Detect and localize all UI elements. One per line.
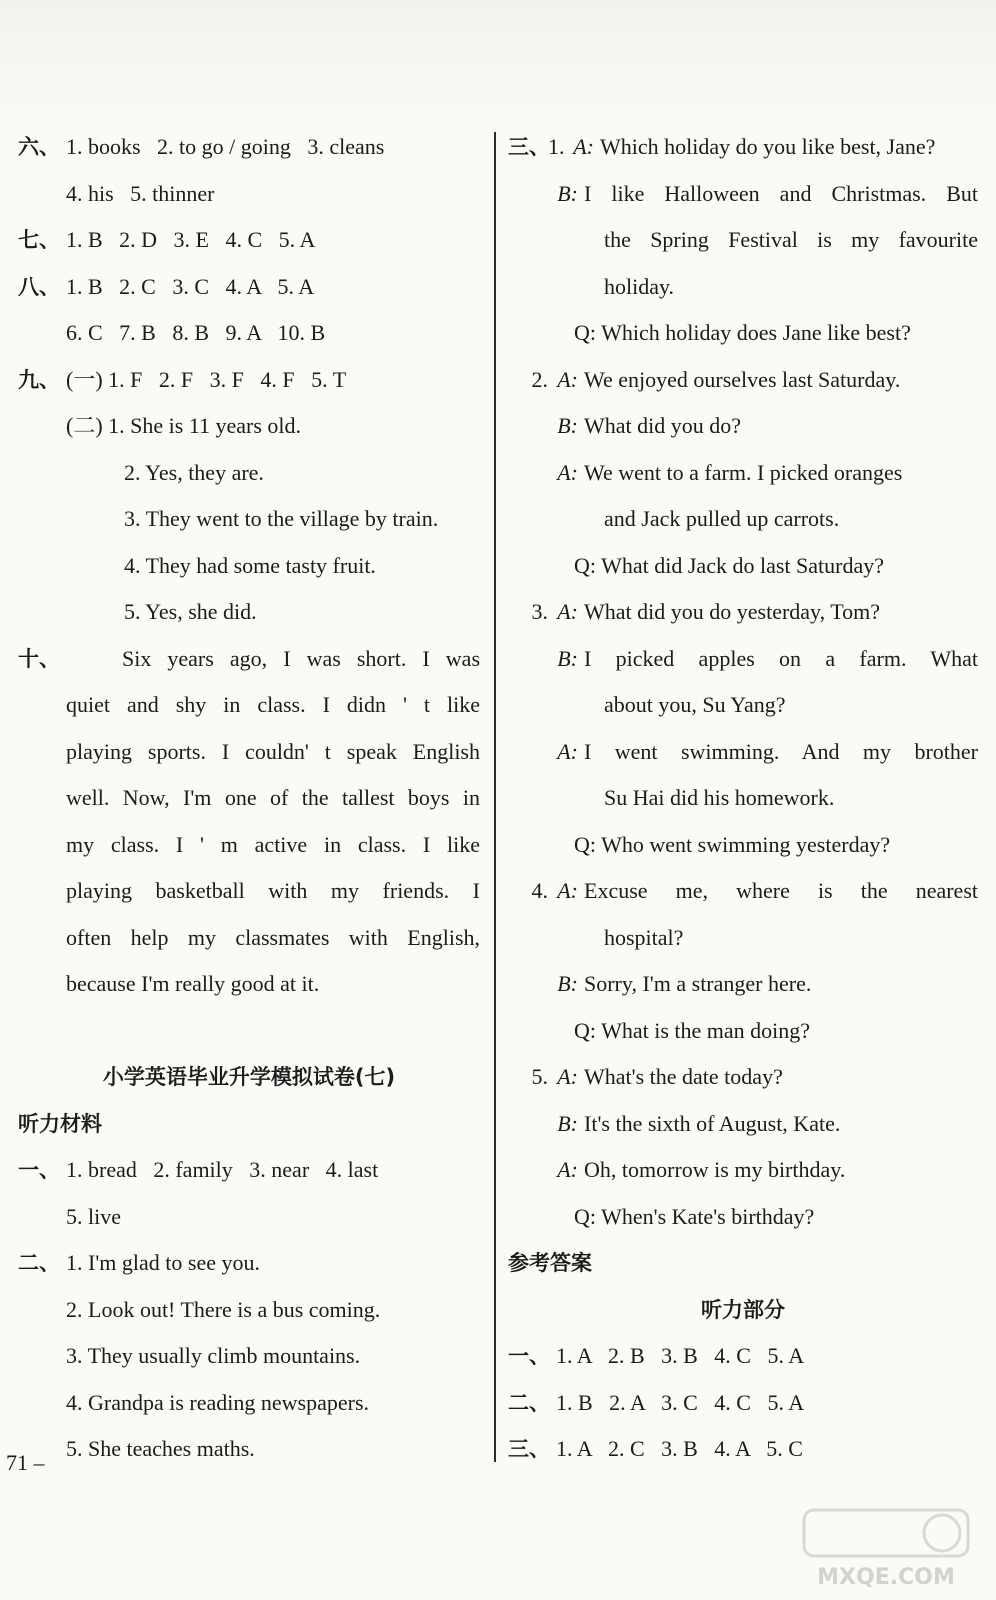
section-8-line-1: 八、 1. B 2. C 3. C 4. A 5. A	[18, 264, 480, 311]
essay-line: often help my classmates with English,	[66, 924, 480, 950]
listening-2-line-1: 二、 1. I'm glad to see you.	[18, 1240, 480, 1287]
essay-line: well. Now, I'm one of the tallest boys in	[66, 785, 480, 810]
listening-1-line-2: 5. live	[66, 1203, 121, 1229]
section-marker: 一、	[18, 1158, 60, 1182]
section-10-line-1: 十、 Six years ago, I was short. I was	[18, 636, 480, 683]
section-9-answer: 5. Yes, she did.	[124, 599, 257, 624]
watermark-text: MXQE.COM	[817, 1565, 955, 1590]
dialogue-2-b: B: What did you do?	[557, 413, 742, 438]
section-marker: 六、	[18, 135, 60, 159]
section-marker: 九、	[18, 367, 60, 392]
essay-line: because I'm really good at it.	[66, 971, 320, 996]
listening-part-title: 听力部分	[701, 1297, 785, 1322]
section-marker: 二、	[18, 1251, 60, 1275]
listening-material-title: 听力材料	[18, 1111, 102, 1136]
essay-line: quiet and shy in class. I didn ' t like	[66, 692, 480, 717]
watermark-logo	[796, 1504, 976, 1594]
answer-row-2: 二、 1. B 2. A 3. C 4. C 5. A	[508, 1380, 978, 1427]
listening-2-item: 5. She teaches maths.	[66, 1436, 255, 1461]
listening-2-item: 2. Look out! There is a bus coming.	[66, 1296, 381, 1322]
section-9-answer: 3. They went to the village by train.	[124, 506, 439, 531]
dialogue-3-a: 3. A: What did you do yesterday, Tom?	[531, 599, 881, 624]
dialogue-3-q: Q: Who went swimming yesterday?	[574, 831, 891, 857]
right-column	[508, 124, 978, 1473]
section-marker: 三、	[508, 135, 550, 159]
section-6-line-2: 4. his 5. thinner	[66, 180, 215, 206]
dialogue-5-b: B: It's the sixth of August, Kate.	[557, 1110, 841, 1136]
section-marker: 二、	[508, 1390, 550, 1415]
dialogue-line: holiday.	[604, 273, 675, 299]
dialogue-3-a2: A: I went swimming. And my brother	[557, 738, 978, 764]
dialogue-1-q: Q: Which holiday does Jane like best?	[574, 320, 911, 345]
exam-title: 小学英语毕业升学模拟试卷(七)	[102, 1065, 396, 1089]
dialogue-1-a: 三、1. A: Which holiday do you like best, Jane?	[508, 124, 978, 171]
section-8-line-2: 6. C 7. B 8. B 9. A 10. B	[66, 320, 326, 345]
dialogue-line: hospital?	[604, 924, 684, 950]
part-label: (二)	[66, 413, 103, 438]
dialogue-2-a2: A: We went to a farm. I picked oranges	[557, 459, 903, 485]
dialogue-4-q: Q: What is the man doing?	[574, 1017, 811, 1043]
section-marker: 八、	[18, 274, 60, 299]
column-divider	[494, 132, 496, 1462]
dialogue-5-a2: A: Oh, tomorrow is my birthday.	[557, 1157, 846, 1182]
dialogue-5-q: Q: When's Kate's birthday?	[574, 1203, 815, 1229]
listening-2-item: 3. They usually climb mountains.	[66, 1343, 361, 1368]
essay-line: playing sports. I couldn' t speak English	[66, 738, 480, 764]
essay-line: my class. I ' m active in class. I like	[66, 831, 480, 857]
section-9-answer: 4. They had some tasty fruit.	[124, 552, 376, 578]
section-9-part-2-line-1: (二) 1. She is 11 years old.	[66, 413, 302, 438]
dialogue-line: Su Hai did his homework.	[604, 785, 835, 810]
section-marker: 三、	[508, 1437, 550, 1461]
listening-1-line-1: 一、 1. bread 2. family 3. near 4. last	[18, 1147, 480, 1194]
dialogue-4-a: 4. A: Excuse me, where is the nearest	[531, 878, 978, 903]
dialogue-3-b: B: I picked apples on a farm. What	[557, 645, 978, 671]
section-6-line-1: 六、 1. books 2. to go / going 3. cleans	[18, 124, 480, 171]
essay-line: playing basketball with my friends. I	[66, 878, 480, 903]
left-column	[18, 124, 480, 1473]
dialogue-4-b: B: Sorry, I'm a stranger here.	[557, 971, 812, 996]
dialogue-line: about you, Su Yang?	[604, 692, 786, 717]
section-marker: 七、	[18, 228, 60, 252]
page-number: 71 –	[6, 1450, 45, 1475]
dialogue-2-a: 2. A: We enjoyed ourselves last Saturday.	[531, 366, 901, 392]
scan-shade	[0, 0, 996, 110]
section-9-answer: 2. Yes, they are.	[124, 459, 264, 485]
dialogue-1-b: B: I like Halloween and Christmas. But	[557, 180, 978, 206]
answer-key-title: 参考答案	[508, 1251, 592, 1275]
answer-row-1: 一、 1. A 2. B 3. B 4. C 5. A	[508, 1333, 978, 1380]
section-9-part-1: 九、 (一) 1. F 2. F 3. F 4. F 5. T	[18, 357, 480, 404]
section-7-line-1: 七、 1. B 2. D 3. E 4. C 5. A	[18, 217, 480, 264]
section-marker: 一、	[508, 1344, 550, 1368]
section-marker: 十、	[18, 646, 60, 671]
dialogue-5-a: 5. A: What's the date today?	[531, 1064, 783, 1089]
listening-2-item: 4. Grandpa is reading newspapers.	[66, 1389, 370, 1415]
dialogue-line: and Jack pulled up carrots.	[604, 506, 840, 531]
dialogue-line: the Spring Festival is my favourite	[604, 227, 978, 252]
answer-row-3: 三、 1. A 2. C 3. B 4. A 5. C	[508, 1426, 978, 1473]
dialogue-2-q: Q: What did Jack do last Saturday?	[574, 552, 884, 578]
